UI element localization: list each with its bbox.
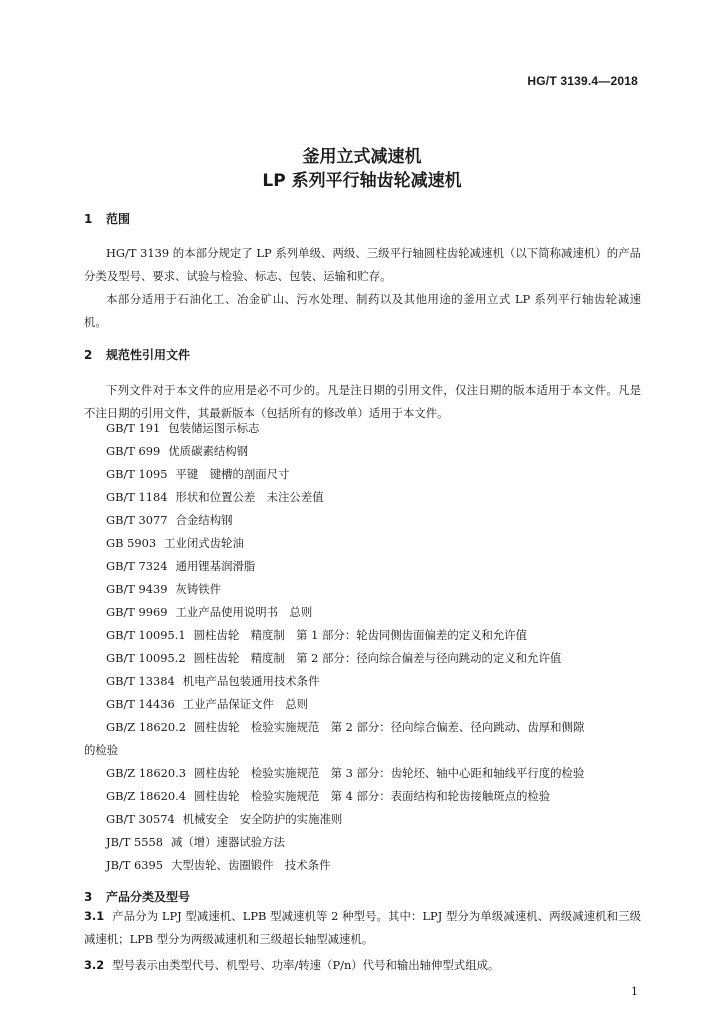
- reference-code: GB/T 10095.2: [106, 651, 186, 665]
- reference-code: GB/T 3077: [106, 513, 168, 527]
- page-number: 1: [631, 985, 638, 998]
- reference-title: 优质碳素结构钢: [168, 444, 249, 458]
- reference-item-continuation: 的检验: [84, 743, 119, 757]
- reference-code: GB/Z 18620.2: [106, 720, 186, 734]
- reference-item: [106, 857, 330, 873]
- clause-text: 型号表示由类型代号、机型号、功率/转速（P/n）代号和输出轴伸型式组成。: [112, 958, 500, 972]
- reference-title: 通用锂基润滑脂: [175, 559, 256, 573]
- section-2-intro: 下列文件对于本文件的应用是必不可少的。凡是注日期的引用文件，仅注日期的版本适用于本文件。凡是不注日期的引用文件，其最新版本（包括所有的修改单）适用于本文件。: [84, 383, 641, 420]
- reference-title: 灰铸铁件: [175, 582, 222, 596]
- reference-code: GB/T 10095.1: [106, 628, 186, 642]
- reference-code: GB 5903: [106, 536, 157, 550]
- reference-title: 圆柱齿轮 精度制 第 2 部分：径向综合偏差与径向跳动的定义和允许值: [193, 651, 562, 665]
- reference-title: 圆柱齿轮 检验实施规范 第 2 部分：径向综合偏差、径向跳动、齿厚和侧隙: [193, 720, 585, 734]
- section-number: 1: [84, 212, 93, 226]
- reference-item: [106, 581, 221, 597]
- reference-title: 机械安全 安全防护的实施准则: [182, 812, 343, 826]
- title-line-2: LP 系列平行轴齿轮减速机: [262, 171, 462, 191]
- reference-item: [106, 604, 312, 620]
- reference-item: [106, 788, 550, 804]
- clause-number: 3.2: [84, 958, 105, 972]
- reference-title: 圆柱齿轮 检验实施规范 第 3 部分：齿轮坯、轴中心距和轴线平行度的检验: [193, 766, 585, 780]
- standard-code: HG/T 3139.4—2018: [527, 74, 638, 88]
- reference-title: 工业产品保证文件 总则: [182, 697, 309, 711]
- section-1-paragraph-1: HG/T 3139 的本部分规定了 LP 系列单级、两级、三级平行轴圆柱齿轮减速机（以下简称减速机）的产品分类及型号、要求、试验与检验、标志、包装、运输和贮存。: [84, 246, 641, 283]
- reference-title: 圆柱齿轮 精度制 第 1 部分：轮齿同侧齿面偏差的定义和允许值: [193, 628, 528, 642]
- reference-item: [106, 673, 319, 689]
- reference-code: GB/T 14436: [106, 697, 175, 711]
- section-1-paragraph-2: 本部分适用于石油化工、冶金矿山、污水处理、制药以及其他用途的釜用立式 LP 系列平行轴齿轮减速机。: [84, 292, 641, 329]
- reference-item: [106, 650, 561, 666]
- reference-code: GB/T 9969: [106, 605, 168, 619]
- section-title: 规范性引用文件: [106, 348, 191, 362]
- reference-item: [106, 696, 308, 712]
- reference-code: GB/T 9439: [106, 582, 168, 596]
- title-line-1: 釜用立式减速机: [302, 147, 422, 167]
- reference-code: GB/Z 18620.3: [106, 766, 186, 780]
- reference-code: GB/T 191: [106, 421, 161, 435]
- section-title: 产品分类及型号: [106, 890, 191, 904]
- reference-title: 形状和位置公差 未注公差值: [175, 490, 324, 504]
- clause-3-1: [84, 905, 641, 951]
- section-3-heading: [84, 888, 190, 905]
- reference-item: [106, 719, 584, 735]
- reference-item: [106, 834, 285, 850]
- reference-title: 工业闭式齿轮油: [164, 536, 244, 550]
- reference-code: GB/T 1184: [106, 490, 168, 504]
- section-title: 范围: [106, 212, 131, 226]
- reference-item: [106, 765, 584, 781]
- reference-title: 平键 键槽的剖面尺寸: [175, 467, 290, 481]
- reference-title: 大型齿轮、齿圈锻件 技术条件: [170, 858, 331, 872]
- clause-text: 产品分为 LPJ 型减速机、LPB 型减速机等 2 种型号。其中：LPJ 型分为单级减速机、两级减速机和三级减速机；LPB 型分为两级减速机和三级超长轴型减速机。: [84, 909, 641, 946]
- reference-title: 工业产品使用说明书 总则: [175, 605, 313, 619]
- reference-item: [106, 811, 342, 827]
- clause-3-2: [84, 954, 641, 977]
- reference-item: [106, 420, 259, 436]
- section-number: 3: [84, 890, 93, 904]
- reference-code: GB/Z 18620.4: [106, 789, 186, 803]
- reference-code: GB/T 7324: [106, 559, 168, 573]
- section-number: 2: [84, 348, 93, 362]
- reference-code: JB/T 6395: [106, 858, 163, 872]
- clause-number: 3.1: [84, 909, 105, 923]
- reference-title: 圆柱齿轮 检验实施规范 第 4 部分：表面结构和轮齿接触斑点的检验: [193, 789, 551, 803]
- reference-code: JB/T 5558: [106, 835, 163, 849]
- reference-item: [106, 512, 232, 528]
- reference-title: 包装储运图示标志: [168, 421, 260, 435]
- reference-code: GB/T 30574: [106, 812, 175, 826]
- reference-item: [106, 535, 244, 551]
- reference-code: GB/T 13384: [106, 674, 175, 688]
- reference-title: 机电产品包装通用技术条件: [182, 674, 320, 688]
- reference-item: [106, 443, 248, 459]
- reference-code: GB/T 699: [106, 444, 161, 458]
- reference-item: [106, 558, 255, 574]
- reference-title: 合金结构钢: [175, 513, 233, 527]
- reference-item: [106, 466, 289, 482]
- section-2-heading: [84, 346, 190, 363]
- reference-title: 减（增）速器试验方法: [170, 835, 285, 849]
- section-1-heading: [84, 210, 130, 227]
- reference-item: [106, 627, 527, 643]
- reference-code: GB/T 1095: [106, 467, 168, 481]
- reference-item: [106, 489, 324, 505]
